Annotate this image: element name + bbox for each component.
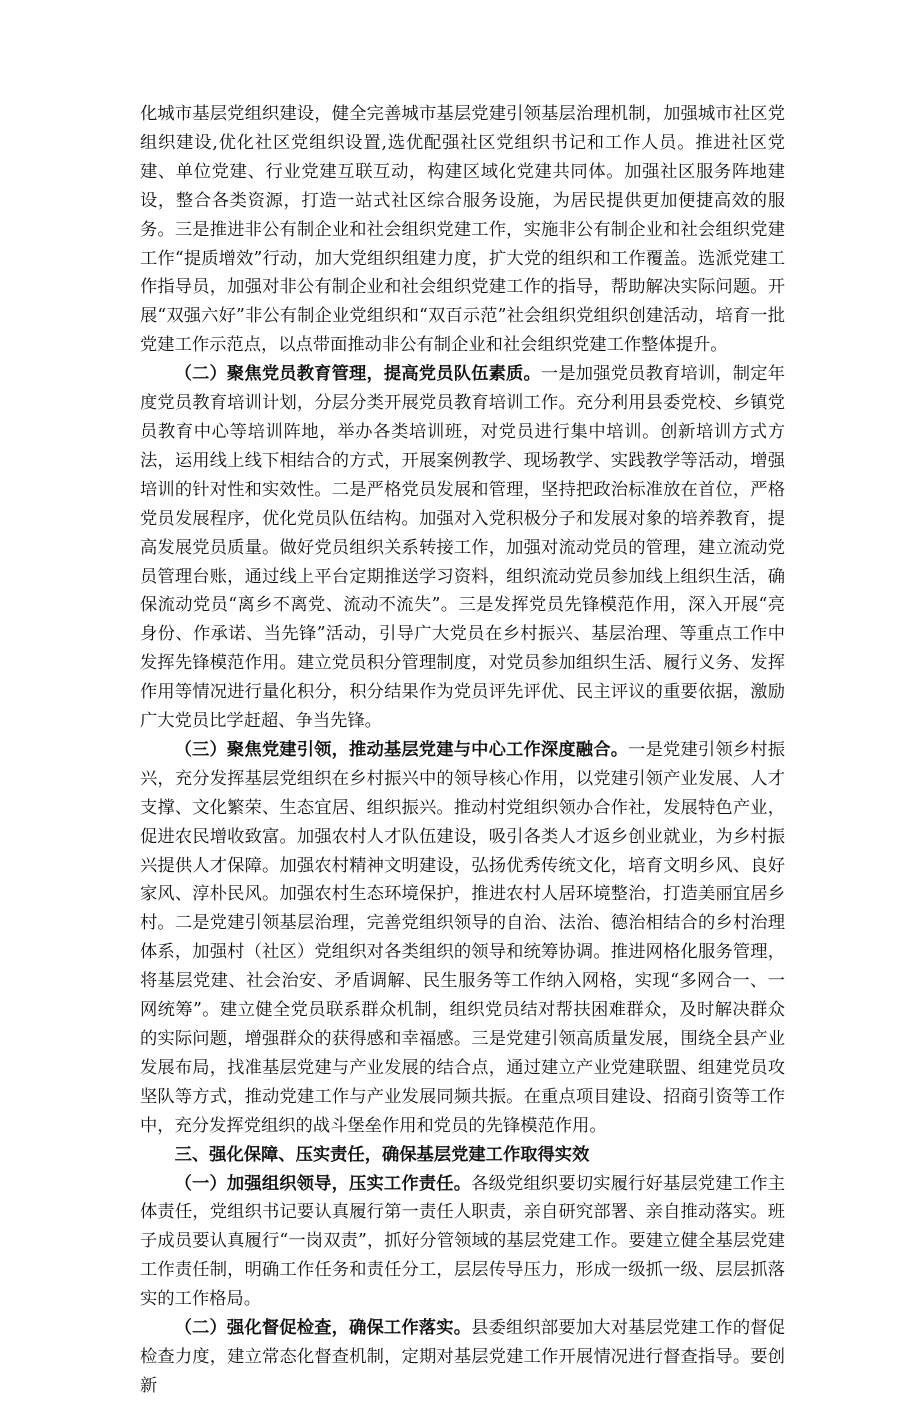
paragraph-party-leadership	[140, 736, 785, 1141]
paragraph-body: 县委组织部要加大对基层党建工作的督促检查力度，建立常态化督查机制，定期对基层党建工作开展情况进行督查指导。要创新	[140, 1318, 785, 1396]
paragraph-organizational-leadership	[140, 1170, 785, 1315]
paragraph-lead-heading: （一）加强组织领导，压实工作责任。	[174, 1173, 472, 1194]
paragraph-body: 一是加强党员教育培训，制定年度党员教育培训计划，分层分类开展党员教育培训工作。充分利用县委党校、乡镇党员教育中心等培训阵地，举办各类培训班，对党员进行集中培训。创新培训方式方法，运用线上线下相结合的方式，开展案例教学、现场教学、实践教学等活动，增强培训的针对性和实效性。二是严格党员发展和管理，坚持把政治标准放在首位，严格党员发展程序，优化党员队伍结构。加强对入党积极分子和发展对象的培养教育，提高发展党员质量。做好党员组织关系转接工作，加强对流动党员的管理，建立流动党员管理台账，通过线上平台定期推送学习资料，组织流动党员参加线上组织生活，确保流动党员“离乡不离党、流动不流失”。三是发挥党员先锋模范作用，深入开展“亮身份、作承诺、当先锋”活动，引导广大党员在乡村振兴、基层治理、等重点工作中发挥先锋模范作用。建立党员积分管理制度，对党员参加组织生活、履行义务、发挥作用等情况进行量化积分，积分结果作为党员评先评优、民主评议的重要依据，激励广大党员比学赶超、争当先锋。	[140, 364, 785, 732]
paragraph-body: 一是党建引领乡村振兴，充分发挥基层党组织在乡村振兴中的领导核心作用，以党建引领产业发展、人才支撑、文化繁荣、生态宜居、组织振兴。推动村党组织领办合作社，发展特色产业，促进农民增收致富。加强农村人才队伍建设，吸引各类人才返乡创业就业，为乡村振兴提供人才保障。加强农村精神文明建设，弘扬优秀传统文化，培育文明乡风、良好家风、淳朴民风。加强农村生态环境保护，推进农村人居环境整治，打造美丽宜居乡村。二是党建引领基层治理，完善党组织领导的自治、法治、德治相结合的乡村治理体系，加强村（社区）党组织对各类组织的领导和统筹协调。推进网格化服务管理，将基层党建、社会治安、矛盾调解、民生服务等工作纳入网格，实现“多网合一、一网统筹”。建立健全党员联系群众机制，组织党员结对帮扶困难群众，及时解决群众的实际问题，增强群众的获得感和幸福感。三是党建引领高质量发展，围绕全县产业发展布局，找准基层党建与产业发展的结合点，通过建立产业党建联盟、组建党员攻坚队等方式，推动党建工作与产业发展同频共振。在重点项目建设、招商引资等工作中，充分发挥党组织的战斗堡垒作用和党员的先锋模范作用。	[140, 739, 785, 1136]
paragraph-member-education	[140, 360, 785, 736]
paragraph-lead-heading: （三）聚焦党建引领，推动基层党建与中心工作深度融合。	[174, 739, 629, 760]
paragraph-supervision	[140, 1314, 785, 1401]
document-page	[140, 100, 785, 1401]
paragraph-lead-heading: （二）强化督促检查，确保工作落实。	[174, 1318, 472, 1339]
section-heading: 三、强化保障、压实责任，确保基层党建工作取得实效	[174, 1144, 590, 1165]
paragraph-body: 各级党组织要切实履行好基层党建工作主体责任，党组织书记要认真履行第一责任人职责，亲自研究部署、亲自推动落实。班子成员要认真履行“一岗双责”，抓好分管领域的基层党建工作。要建立健全基层党建工作责任制，明确工作任务和责任分工，层层传导压力，形成一级抓一级、层层抓落实的工作格局。	[140, 1173, 785, 1310]
paragraph-lead-heading: （二）聚焦党员教育管理，提高党员队伍素质。	[174, 364, 541, 385]
paragraph-urban-party-building: 化城市基层党组织建设，健全完善城市基层党建引领基层治理机制，加强城市社区党组织建设,优化社区党组织设置,选优配强社区党组织书记和工作人员。推进社区党建、单位党建、行业党建互联互动，构建区域化党建共同体。加强社区服务阵地建设，整合各类资源，打造一站式社区综合服务设施，为居民提供更加便捷高效的服务。三是推进非公有制企业和社会组织党建工作，实施非公有制企业和社会组织党建工作“提质增效”行动，加大党组织组建力度，扩大党的组织和工作覆盖。选派党建工作指导员，加强对非公有制企业和社会组织党建工作的指导，帮助解决实际问题。开展“双强六好”非公有制企业党组织和“双百示范”社会组织党组织创建活动，培育一批党建工作示范点，以点带面推动非公有制企业和社会组织党建工作整体提升。	[140, 104, 785, 356]
